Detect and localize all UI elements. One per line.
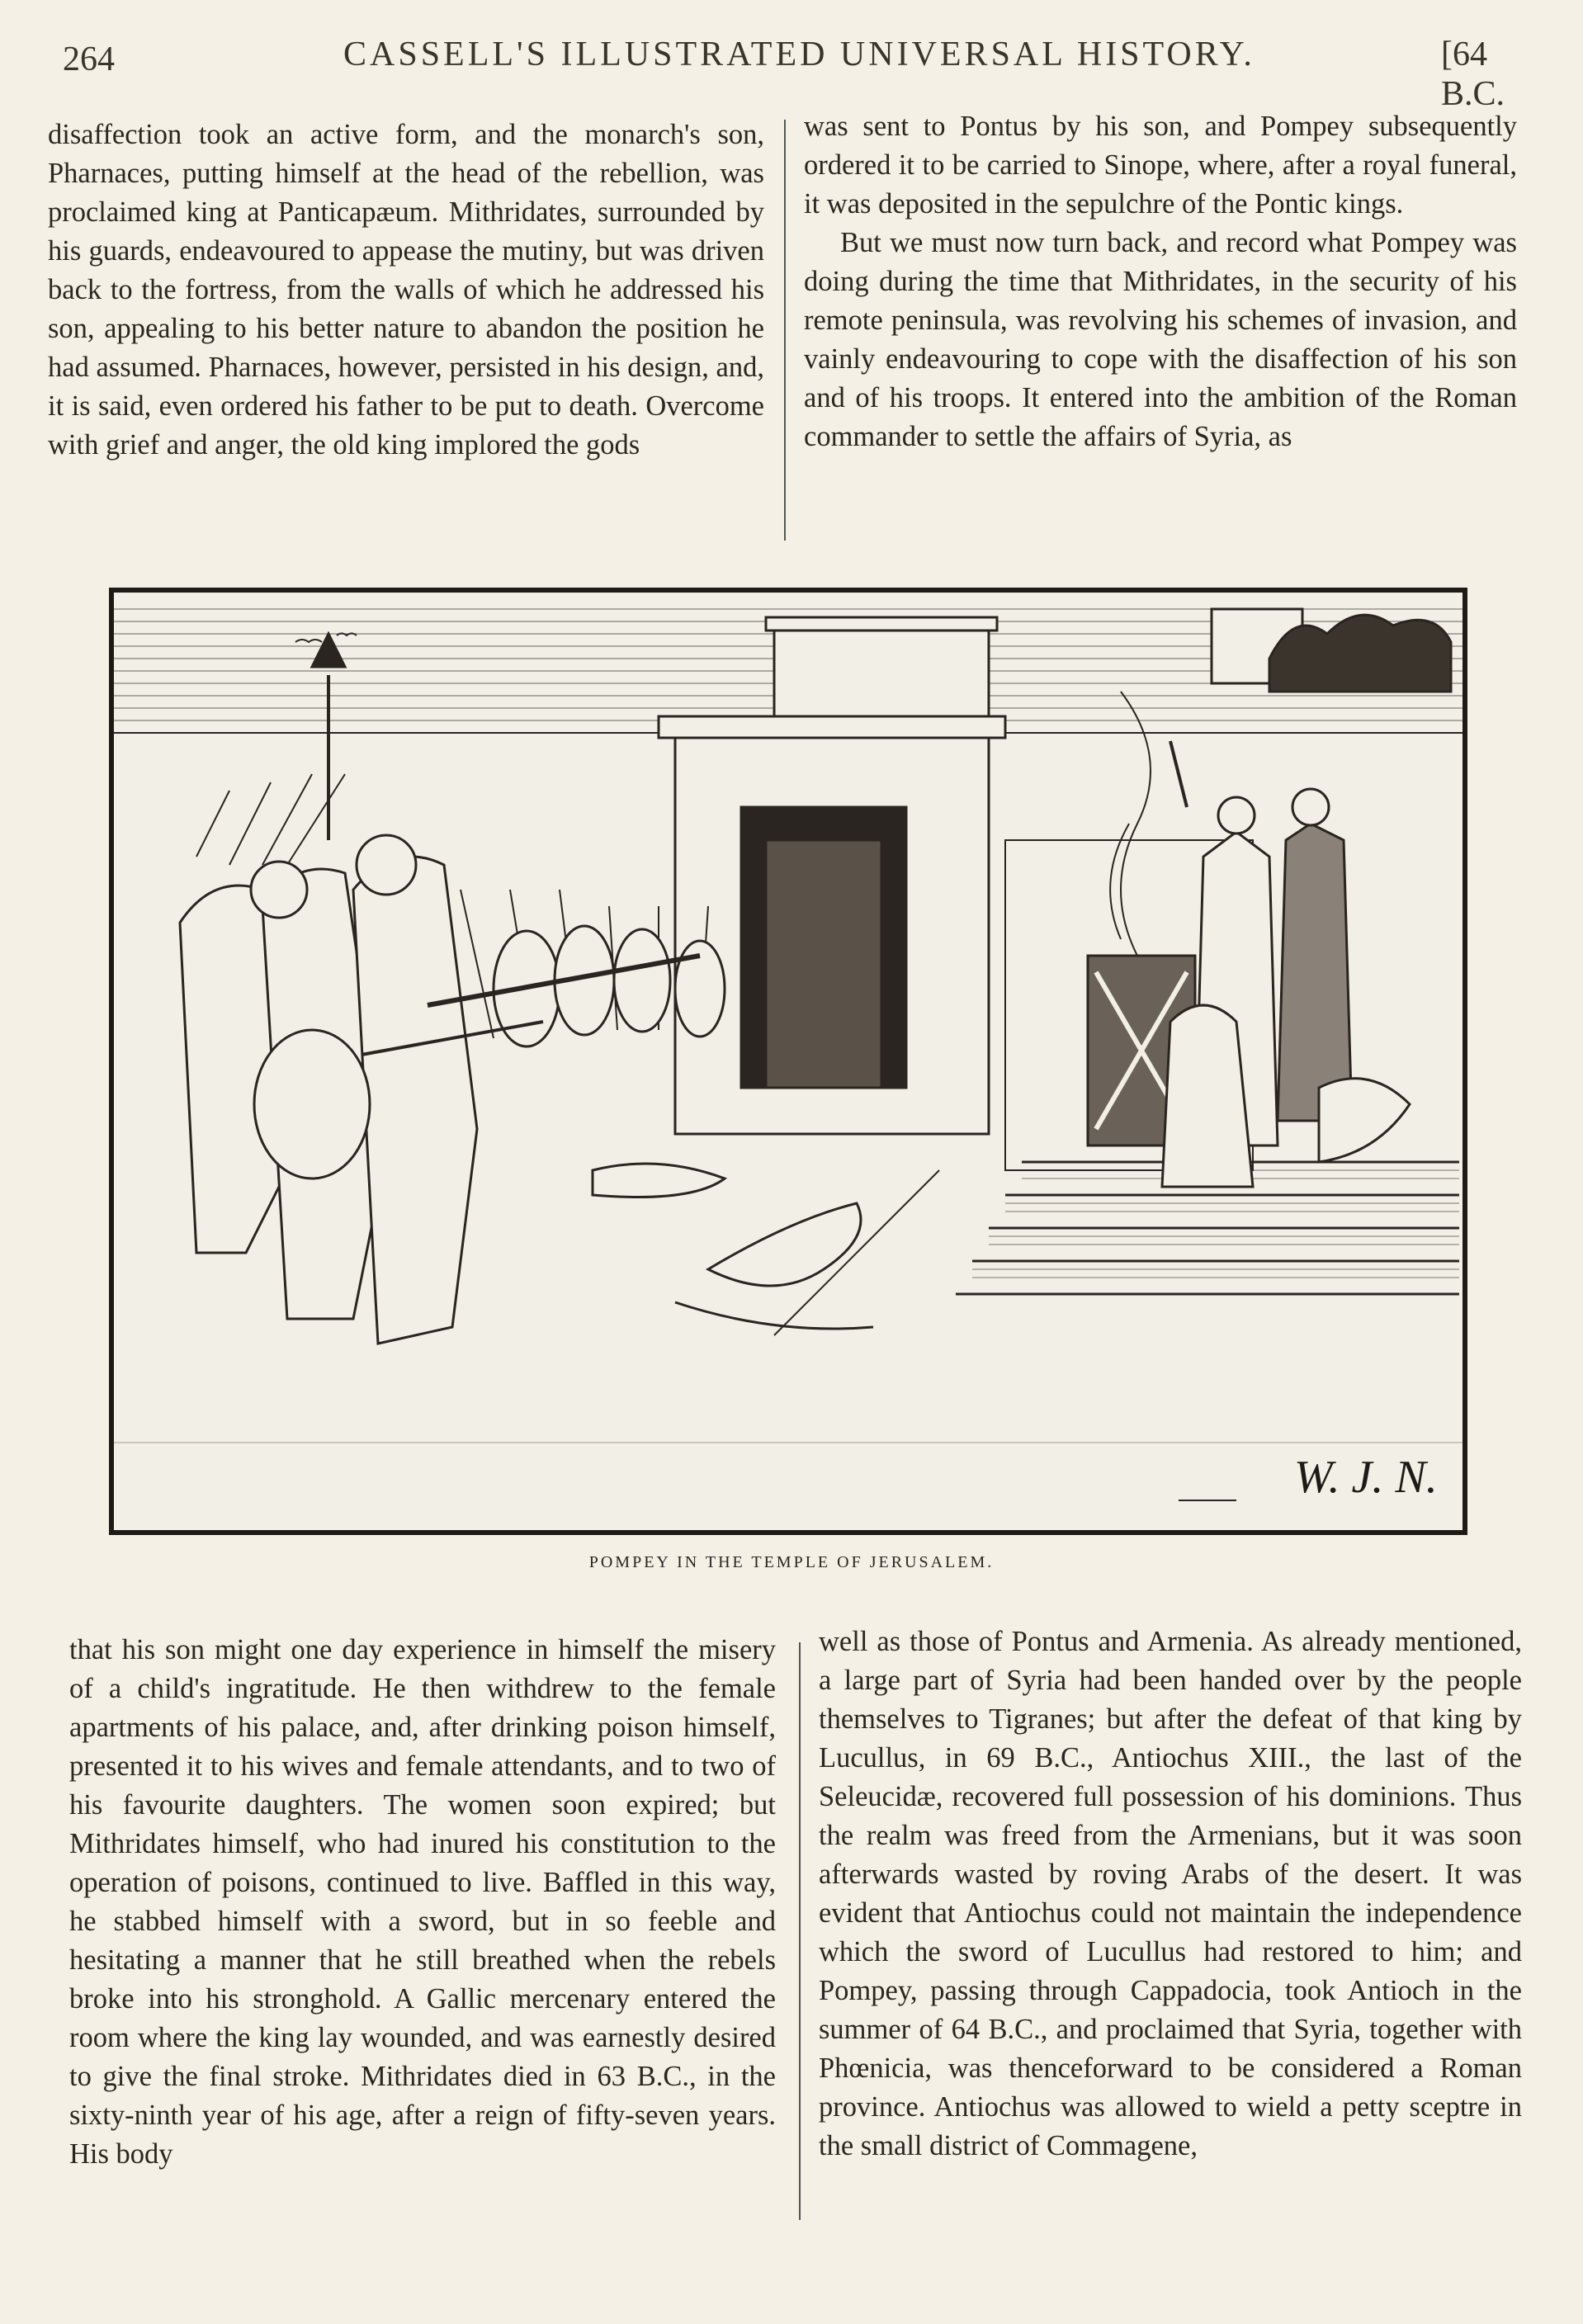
paragraph: that his son might one day experience in himself the misery of a child's ingratitude. He then withdrew to the female apartments of his palace, and, after drinking poison himself, presented it to his wives and female attendants, and to two of his favourite daughters. The women soon expired; but Mithridates himself, who had inured his constitution to the operation of poisons, continued to live. Baffled in this way, he stabbed himself with a sword, but in so feeble and hesitating a manner that he still breathed when the rebels broke into his stronghold. A Gallic mercenary entered the room where the king lay wounded, and was earnestly desired to give the final stroke. Mithridates died in 63 B.C., in the sixty-ninth year of his age, after a reign of fifty-seven years. His body — [69, 1634, 776, 2170]
artist-signature: W. J. N. — [1294, 1452, 1438, 1503]
running-title: CASSELL'S ILLUSTRATED UNIVERSAL HISTORY. — [343, 35, 1255, 73]
column-divider — [799, 1642, 801, 2220]
paragraph: was sent to Pontus by his son, and Pompey subsequently ordered it to be carried to Sinope, where, after a royal funeral, it was deposited in the sepulchre of the Pontic kings. — [804, 111, 1517, 220]
paragraph: disaffection took an active form, and the monarch's son, Pharnaces, putting himself at the head of the rebellion, was proclaimed king at Panticapæum. Mithridates, surrounded by his guards, endeavoured to appease the mutiny, but was driven back to the fortress, from the walls of which he addressed his son, appealing to his better nature to abandon the position he had assumed. Pharnaces, however, persisted in his design, and, it is said, even ordered his father to be put to death. Overcome with grief and anger, the old king implored the gods — [48, 119, 764, 461]
column-bottom-left — [69, 1631, 776, 2174]
figure-caption: POMPEY IN THE TEMPLE OF JERUSALEM. — [588, 1553, 995, 1571]
engraving-drawing — [114, 593, 1463, 1530]
column-bottom-right — [819, 1623, 1522, 2166]
year-marker: [64 B.C. — [1441, 35, 1505, 113]
column-divider — [784, 120, 786, 541]
paragraph: well as those of Pontus and Armenia. As already mentioned, a large part of Syria had been handed over by the people themselves to Tigranes; but after the defeat of that king by Lucullus, in 69 B.C., Antiochus XIII., the last of the Seleucidæ, recovered full possession of his dominions. Thus the realm was freed from the Armenians, but it was soon afterwards wasted by roving Arabs of the desert. It was evident that Antiochus could not maintain the independence which the sword of Lucullus had restored to him; and Pompey, passing through Cappadocia, took Antioch in the summer of 64 B.C., and proclaimed that Syria, together with Phœnicia, was thenceforward to be considered a Roman province. Antiochus was allowed to wield a petty sceptre in the small district of Commagene, — [819, 1626, 1522, 2161]
page-header — [46, 28, 1532, 113]
column-top-left — [48, 116, 764, 465]
paragraph: But we must now turn back, and record what Pompey was doing during the time that Mithridates, in the security of his remote peninsula, was revolving his schemes of invasion, and vainly endeavouring to cope with the disaffection of his son and of his troops. It entered into the ambition of the Roman commander to settle the affairs of Syria, as — [804, 227, 1517, 452]
illustration-pompey-temple — [109, 588, 1467, 1535]
page-number: 264 — [63, 40, 115, 78]
column-top-right — [804, 107, 1517, 456]
